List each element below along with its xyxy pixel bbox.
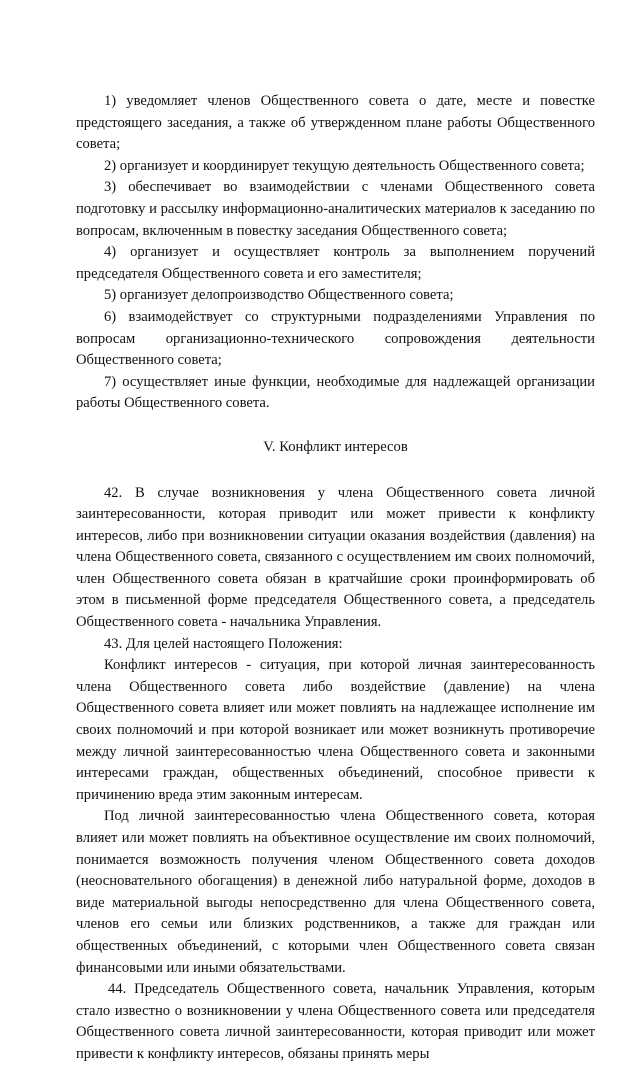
list-item-4: 4) организует и осуществляет контроль за выполнением поручений председателя Общественного совета и его заместителя; (76, 244, 595, 282)
section-heading: V. Конфликт интересов (263, 438, 408, 455)
paragraph-personal-interest-definition: Под личной заинтересованностью члена Общественного совета, которая влияет или может повлиять на объективное осуществление им своих полномочий, понимается возможность получения членом Общественного совета доходов (неосновательного обогащения) в денежной либо натуральной форме, доходов в виде материальной выгоды непосредственно для члена Общественного совета, членов его семьи или близких родственников, а также для граждан или общественных объединений, с которыми член Общественного совета связан финансовыми или иными обязательствами. (76, 808, 595, 976)
list-item-5: 5) организует делопроизводство Общественного совета; (104, 287, 454, 304)
paragraph-conflict-definition: Конфликт интересов - ситуация, при которой личная заинтересованность члена Общественного совета либо воздействие (давление) на члена Общественного совета влияет или может повлиять на надлежащее исполнение им своих полномочий и при которой возникает или может возникнуть противоречие между личной заинтересованностью члена Общественного совета и законными интересами граждан, общественных объединений, способное привести к причинению вреда этим законным интересам. (76, 657, 595, 803)
list-item-7: 7) осуществляет иные функции, необходимые для надлежащей организации работы Общественного совета. (76, 373, 595, 412)
list-item-6: 6) взаимодействует со структурными подразделениями Управления по вопросам организационно-технического сопровождения деятельности Общественного совета; (76, 308, 595, 369)
paragraph-43: 43. Для целей настоящего Положения: (104, 635, 343, 652)
list-item-1: 1) уведомляет членов Общественного совета о дате, месте и повестке предстоящего заседания, а также об утвержденном плане работы Общественного совета; (76, 93, 595, 153)
list-item-3: 3) обеспечивает во взаимодействии с членами Общественного совета подготовку и рассылку информационно-аналитических материалов к заседанию по вопросам, включенным в повестку заседания Общественного совета; (76, 179, 595, 239)
document-page (76, 91, 595, 1066)
list-item-2: 2) организует и координирует текущую деятельность Общественного совета; (104, 157, 585, 174)
paragraph-42: 42. В случае возникновения у члена Общественного совета личной заинтересованности, которая приводит или может привести к конфликту интересов, либо при возникновении ситуации оказания воздействия (давления) на члена Общественного совета, связанного с осуществлением им своих полномочий, член Общественного совета обязан в кратчайшие сроки проинформировать об этом в письменной форме председателя Общественного совета, а председатель Общественного совета - начальника Управления. (76, 484, 595, 631)
paragraph-44: 44. Председатель Общественного совета, начальник Управления, которым стало известно о возникновении у члена Общественного совета или председателя Общественного совета личной заинтересованности, которая приводит или может привести к конфликту интересов, обязаны принять меры (76, 981, 595, 1062)
